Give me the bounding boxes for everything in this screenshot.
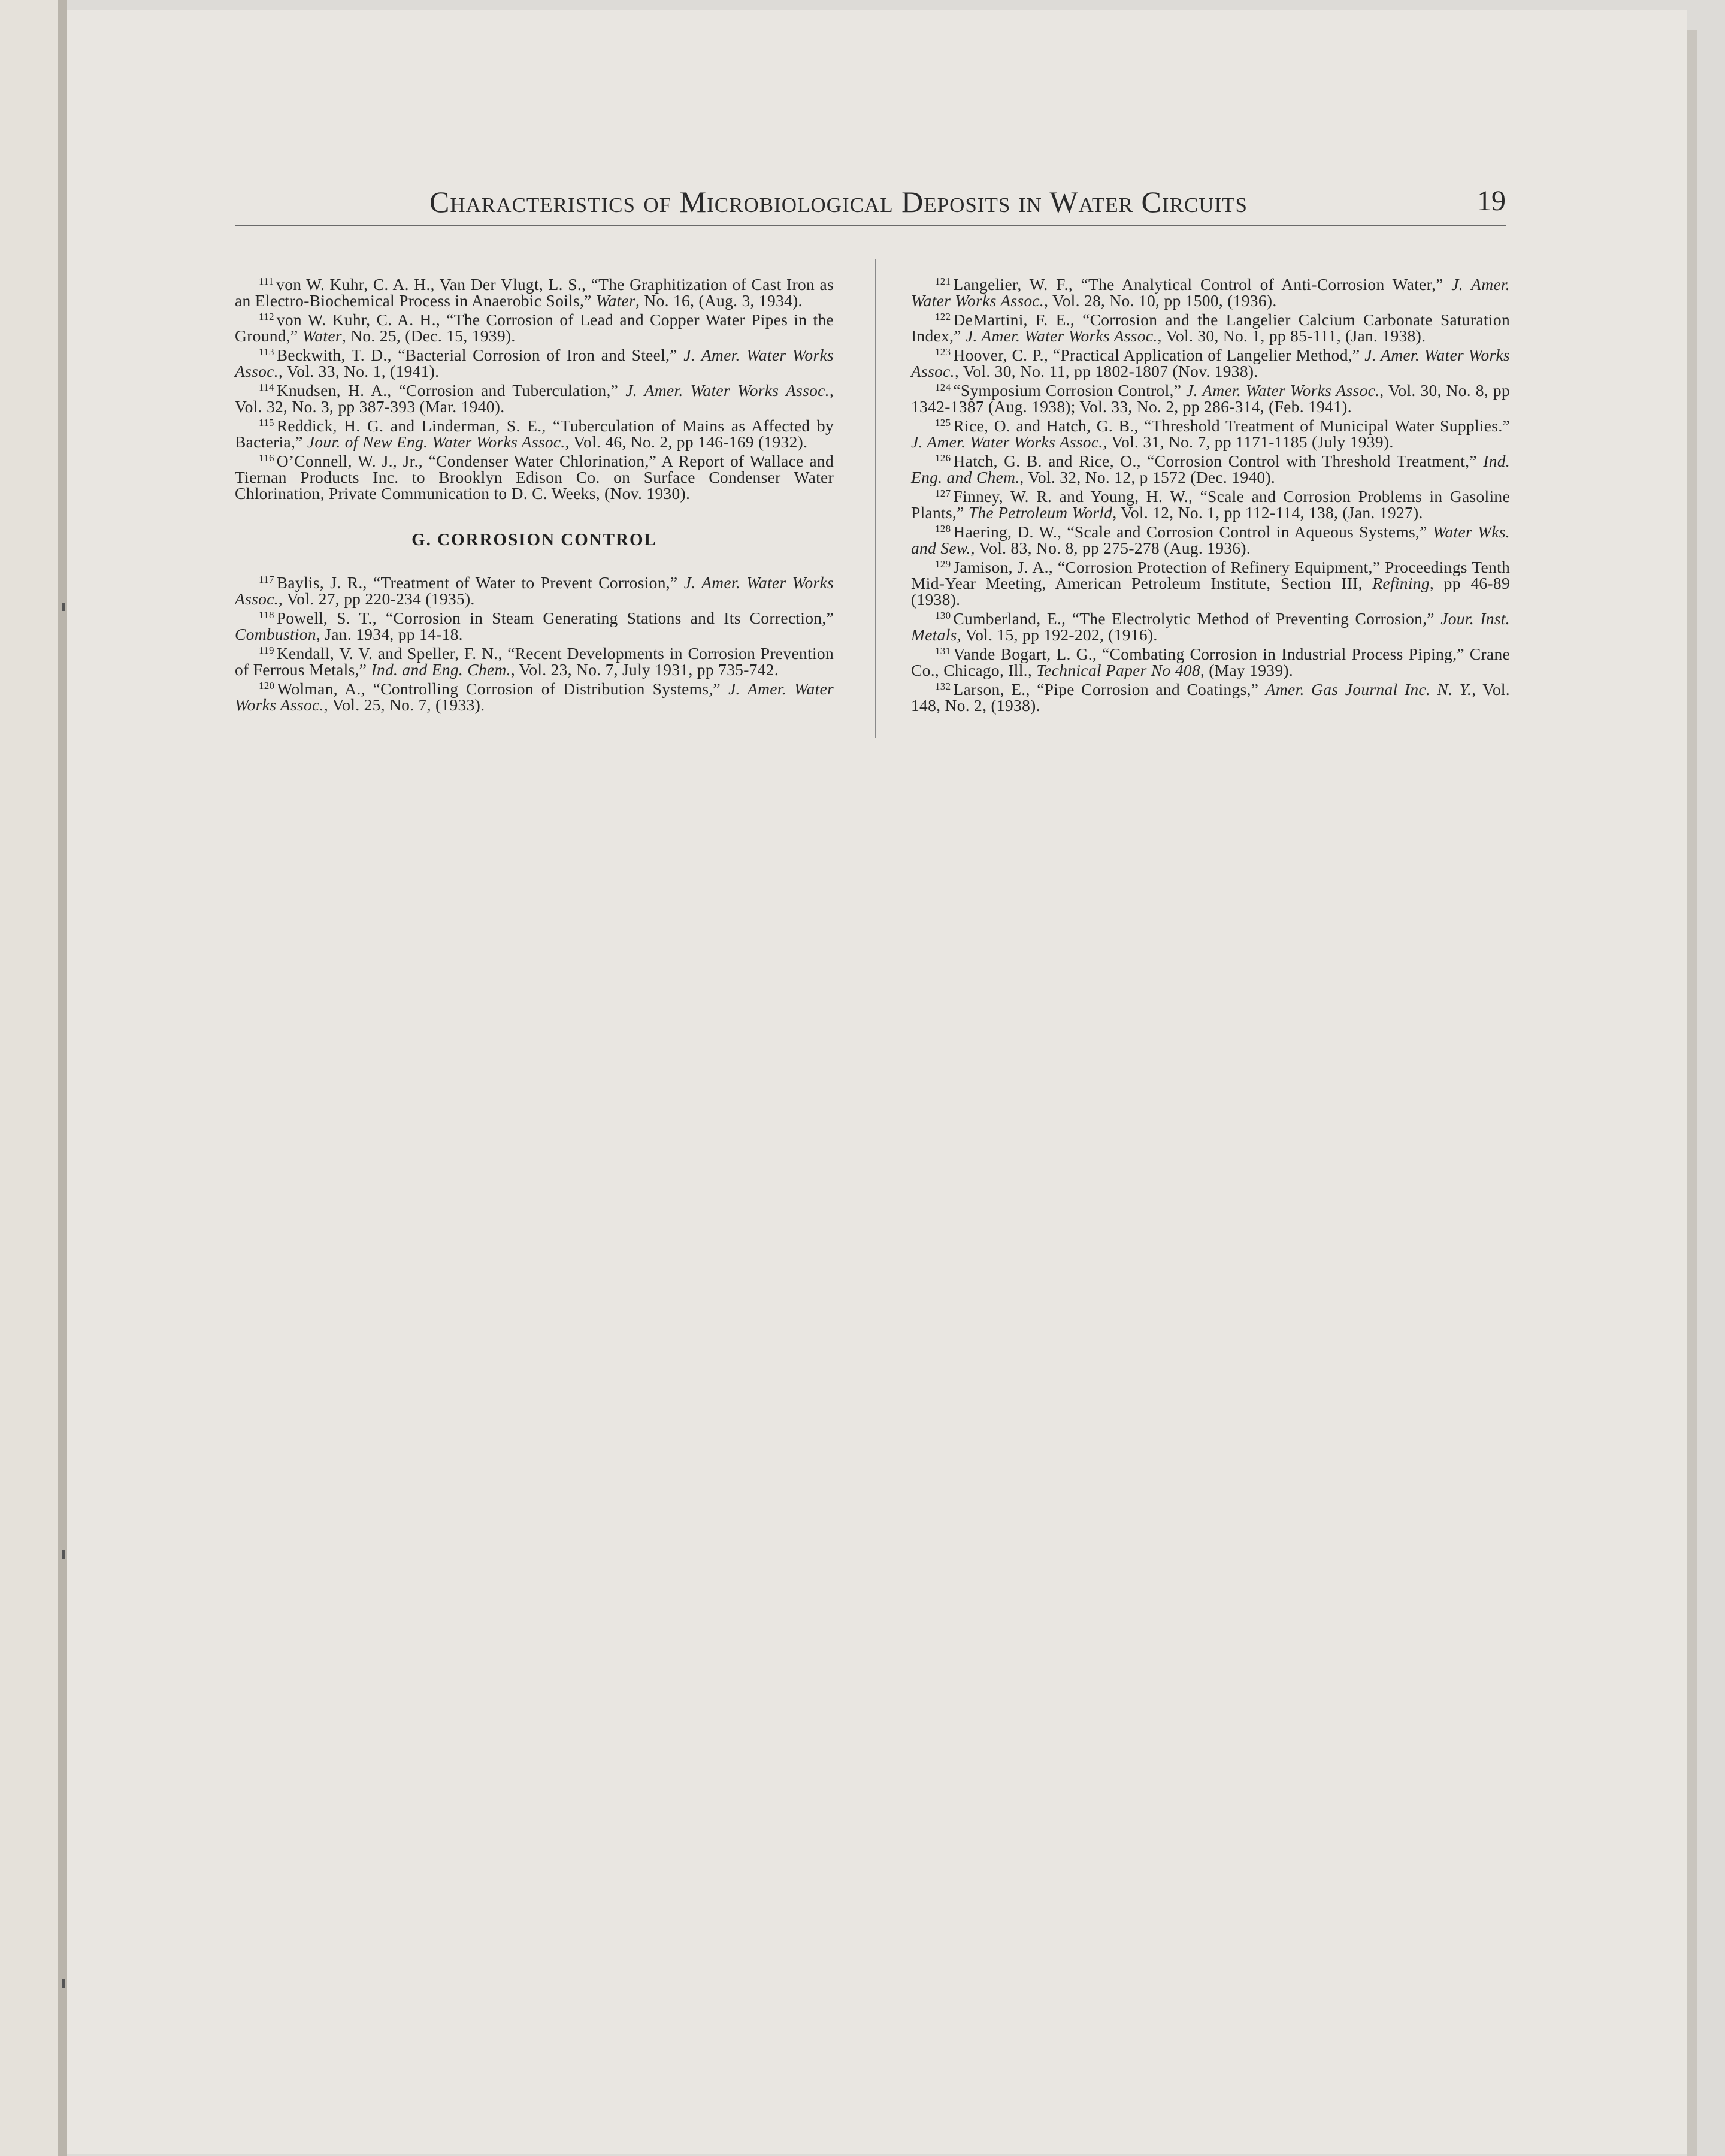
reference-text: von W. Kuhr, C. A. H., “The Corrosion of Lead and Copper Water Pipes in the Ground,”: [235, 310, 834, 345]
reference-number: 127: [935, 488, 951, 499]
reference-number: 129: [935, 558, 951, 570]
reference-number: 124: [935, 382, 951, 393]
reference-list: [235, 273, 834, 501]
reference-text: , Vol. 148, No. 2, (1938).: [911, 680, 1510, 715]
binding-mark: [62, 1979, 65, 1988]
reference-list: [235, 571, 834, 713]
binding-gutter: [58, 0, 67, 2156]
reference-number: 121: [935, 276, 951, 287]
reference-text: , Vol. 32, No. 12, p 1572 (Dec. 1940).: [1019, 468, 1276, 486]
reference-text: Rice, O. and Hatch, G. B., “Threshold Treatment of Municipal Water Supplies.”: [953, 416, 1510, 435]
reference-text: Haering, D. W., “Scale and Corrosion Control in Aqueous Systems,”: [953, 522, 1433, 541]
reference-text: von W. Kuhr, C. A. H., Van Der Vlugt, L. S., “The Graphitization of Cast Iron as an Electro-Biochemical Process in Anaerobic Soils,”: [235, 275, 834, 310]
reference-source: Refining: [1372, 574, 1430, 592]
reference-source: J. Amer. Water Works Assoc.: [235, 679, 834, 714]
reference-text: , pp 46-89 (1938).: [911, 574, 1510, 609]
reference-entry: [911, 556, 1510, 607]
reference-entry: [911, 643, 1510, 678]
reference-entry: [911, 379, 1510, 415]
reference-text: Larson, E., “Pipe Corrosion and Coatings,”: [953, 680, 1266, 698]
reference-source: Jour. Inst. Metals: [911, 609, 1510, 644]
section-heading: G. CORROSION CONTROL: [411, 530, 657, 549]
reference-entry: [911, 344, 1510, 379]
reference-entry: [235, 344, 834, 379]
reference-number: 116: [259, 452, 274, 464]
reference-text: , Vol. 32, No. 3, pp 387-393 (Mar. 1940).: [235, 381, 834, 416]
reference-source: Water Wks. and Sew.: [911, 522, 1510, 557]
running-header: [235, 185, 1506, 225]
reference-text: Beckwith, T. D., “Bacterial Corrosion of Iron and Steel,”: [276, 346, 684, 364]
reference-text: Hoover, C. P., “Practical Application of Langelier Method,”: [953, 346, 1365, 364]
reference-text: Reddick, H. G. and Linderman, S. E., “Tuberculation of Mains as Affected by Bacteria,”: [235, 416, 834, 451]
reference-entry: [911, 607, 1510, 643]
reference-text: , Jan. 1934, pp 14-18.: [316, 625, 463, 643]
reference-text: Knudsen, H. A., “Corrosion and Tuberculation,”: [276, 381, 626, 400]
reference-number: 111: [259, 276, 274, 287]
reference-source: J. Amer. Water Works Assoc.: [235, 573, 834, 608]
reference-entry: [911, 521, 1510, 556]
reference-number: 120: [259, 680, 275, 691]
reference-entry: [911, 678, 1510, 713]
reference-number: 128: [935, 523, 951, 534]
reference-source: Amer. Gas Journal Inc. N. Y.: [1265, 680, 1472, 698]
reference-text: Jamison, J. A., “Corrosion Protection of Refinery Equipment,” Proceedings Tenth Mid-Year Meeting, American Petroleum Institute, Section III,: [911, 558, 1510, 592]
reference-text: , Vol. 31, No. 7, pp 1171-1185 (July 1939).: [1103, 433, 1394, 451]
reference-entry: [911, 415, 1510, 450]
reference-text: , Vol. 15, pp 192-202, (1916).: [957, 625, 1158, 644]
reference-number: 112: [259, 311, 274, 322]
reference-number: 131: [935, 645, 951, 657]
reference-entry: [911, 450, 1510, 485]
column-divider: [875, 259, 876, 738]
reference-text: Baylis, J. R., “Treatment of Water to Prevent Corrosion,”: [276, 573, 684, 592]
reference-text: DeMartini, F. E., “Corrosion and the Langelier Calcium Carbonate Saturation Index,”: [911, 310, 1510, 345]
reference-text: , Vol. 23, No. 7, July 1931, pp 735-742.: [510, 660, 779, 679]
reference-text: Langelier, W. F., “The Analytical Control of Anti-Corrosion Water,”: [953, 275, 1452, 294]
reference-source: J. Amer. Water Works Assoc.: [965, 326, 1158, 345]
page-number: 19: [1477, 185, 1506, 217]
header-rule: [235, 225, 1506, 226]
reference-entry: [911, 485, 1510, 521]
left-column: [235, 273, 834, 713]
reference-number: 123: [935, 346, 951, 358]
reference-text: , Vol. 83, No. 8, pp 275-278 (Aug. 1936).: [970, 539, 1251, 557]
reference-text: , Vol. 12, No. 1, pp 112-114, 138, (Jan. 1927).: [1112, 503, 1423, 522]
reference-source: J. Amer. Water Works Assoc.: [1186, 381, 1380, 400]
reference-text: Finney, W. R. and Young, H. W., “Scale and Corrosion Problems in Gasoline Plants,”: [911, 487, 1510, 522]
reference-number: 115: [259, 417, 274, 428]
reference-source: Ind. Eng. and Chem.: [911, 452, 1510, 486]
reference-number: 117: [259, 574, 274, 585]
reference-text: , Vol. 27, pp 220-234 (1935).: [278, 589, 475, 608]
reference-entry: [235, 415, 834, 450]
reference-number: 119: [259, 645, 274, 656]
reference-source: Water: [595, 291, 636, 310]
reference-source: J. Amer. Water Works Assoc.: [911, 433, 1103, 451]
reference-entry: [235, 450, 834, 501]
reference-text: , Vol. 30, No. 11, pp 1802-1807 (Nov. 1938).: [954, 362, 1258, 380]
reference-text: , Vol. 30, No. 1, pp 85-111, (Jan. 1938).: [1157, 326, 1426, 345]
book-spine: [0, 0, 63, 2156]
reference-text: , Vol. 25, No. 7, (1933).: [323, 696, 485, 714]
page-edge: [1687, 30, 1697, 2156]
reference-number: 125: [935, 417, 951, 428]
reference-text: , Vol. 30, No. 8, pp 1342-1387 (Aug. 1938); Vol. 33, No. 2, pp 286-314, (Feb. 1941).: [911, 381, 1510, 416]
reference-number: 130: [935, 610, 951, 621]
binding-mark: [62, 1550, 65, 1559]
reference-source: J. Amer. Water Works Assoc.: [235, 346, 834, 380]
reference-text: “Symposium Corrosion Control,”: [953, 381, 1187, 400]
reference-number: 126: [935, 452, 951, 464]
reference-text: Powell, S. T., “Corrosion in Steam Generating Stations and Its Correction,”: [276, 609, 834, 627]
reference-entry: [911, 273, 1510, 309]
reference-text: Vande Bogart, L. G., “Combating Corrosion in Industrial Process Piping,” Crane Co., Chicago, Ill.,: [911, 645, 1510, 679]
reference-source: J. Amer. Water Works Assoc.: [911, 346, 1510, 380]
reference-text: O’Connell, W. J., Jr., “Condenser Water Chlorination,” A Report of Wallace and Tiernan Products Inc. to Brooklyn Edison Co. on Surface Condenser Water Chlorination, Private Communication to D. C. Weeks, (Nov. 1930).: [235, 452, 834, 503]
reference-text: , No. 16, (Aug. 3, 1934).: [635, 291, 803, 310]
reference-number: 132: [935, 681, 951, 692]
running-title: Characteristics of Microbiological Deposits in Water Circuits: [429, 185, 1248, 219]
reference-text: , Vol. 33, No. 1, (1941).: [278, 362, 440, 380]
reference-source: Technical Paper No 408: [1036, 661, 1200, 679]
reference-entry: [235, 273, 834, 309]
reference-number: 113: [259, 346, 274, 358]
binding-mark: [62, 603, 65, 611]
reference-text: , (May 1939).: [1200, 661, 1294, 679]
reference-number: 114: [259, 382, 274, 393]
reference-source: The Petroleum World: [968, 503, 1113, 522]
reference-text: Wolman, A., “Controlling Corrosion of Distribution Systems,”: [277, 679, 728, 698]
reference-source: Ind. and Eng. Chem.: [371, 660, 511, 679]
reference-text: , Vol. 28, No. 10, pp 1500, (1936).: [1044, 291, 1277, 310]
reference-entry: [911, 309, 1510, 344]
reference-entry: [235, 309, 834, 344]
reference-list: [911, 273, 1510, 713]
reference-number: 118: [259, 609, 274, 621]
reference-entry: [235, 642, 834, 678]
reference-number: 122: [935, 311, 951, 322]
reference-entry: [235, 607, 834, 642]
right-column: [911, 273, 1510, 713]
reference-text: , No. 25, (Dec. 15, 1939).: [341, 326, 516, 345]
reference-source: Jour. of New Eng. Water Works Assoc.: [307, 433, 565, 451]
reference-entry: [235, 678, 834, 713]
reference-entry: [235, 571, 834, 607]
reference-text: Kendall, V. V. and Speller, F. N., “Recent Developments in Corrosion Prevention of Ferrous Metals,”: [235, 644, 834, 679]
reference-text: , Vol. 46, No. 2, pp 146-169 (1932).: [565, 433, 808, 451]
reference-source: J. Amer. Water Works Assoc.: [625, 381, 830, 400]
reference-text: Cumberland, E., “The Electrolytic Method of Preventing Corrosion,”: [953, 609, 1441, 628]
reference-source: Water: [302, 326, 342, 345]
reference-source: Combustion: [235, 625, 316, 643]
reference-entry: [235, 379, 834, 415]
reference-source: J. Amer. Water Works Assoc.: [911, 275, 1510, 310]
reference-text: Hatch, G. B. and Rice, O., “Corrosion Control with Threshold Treatment,”: [953, 452, 1484, 470]
